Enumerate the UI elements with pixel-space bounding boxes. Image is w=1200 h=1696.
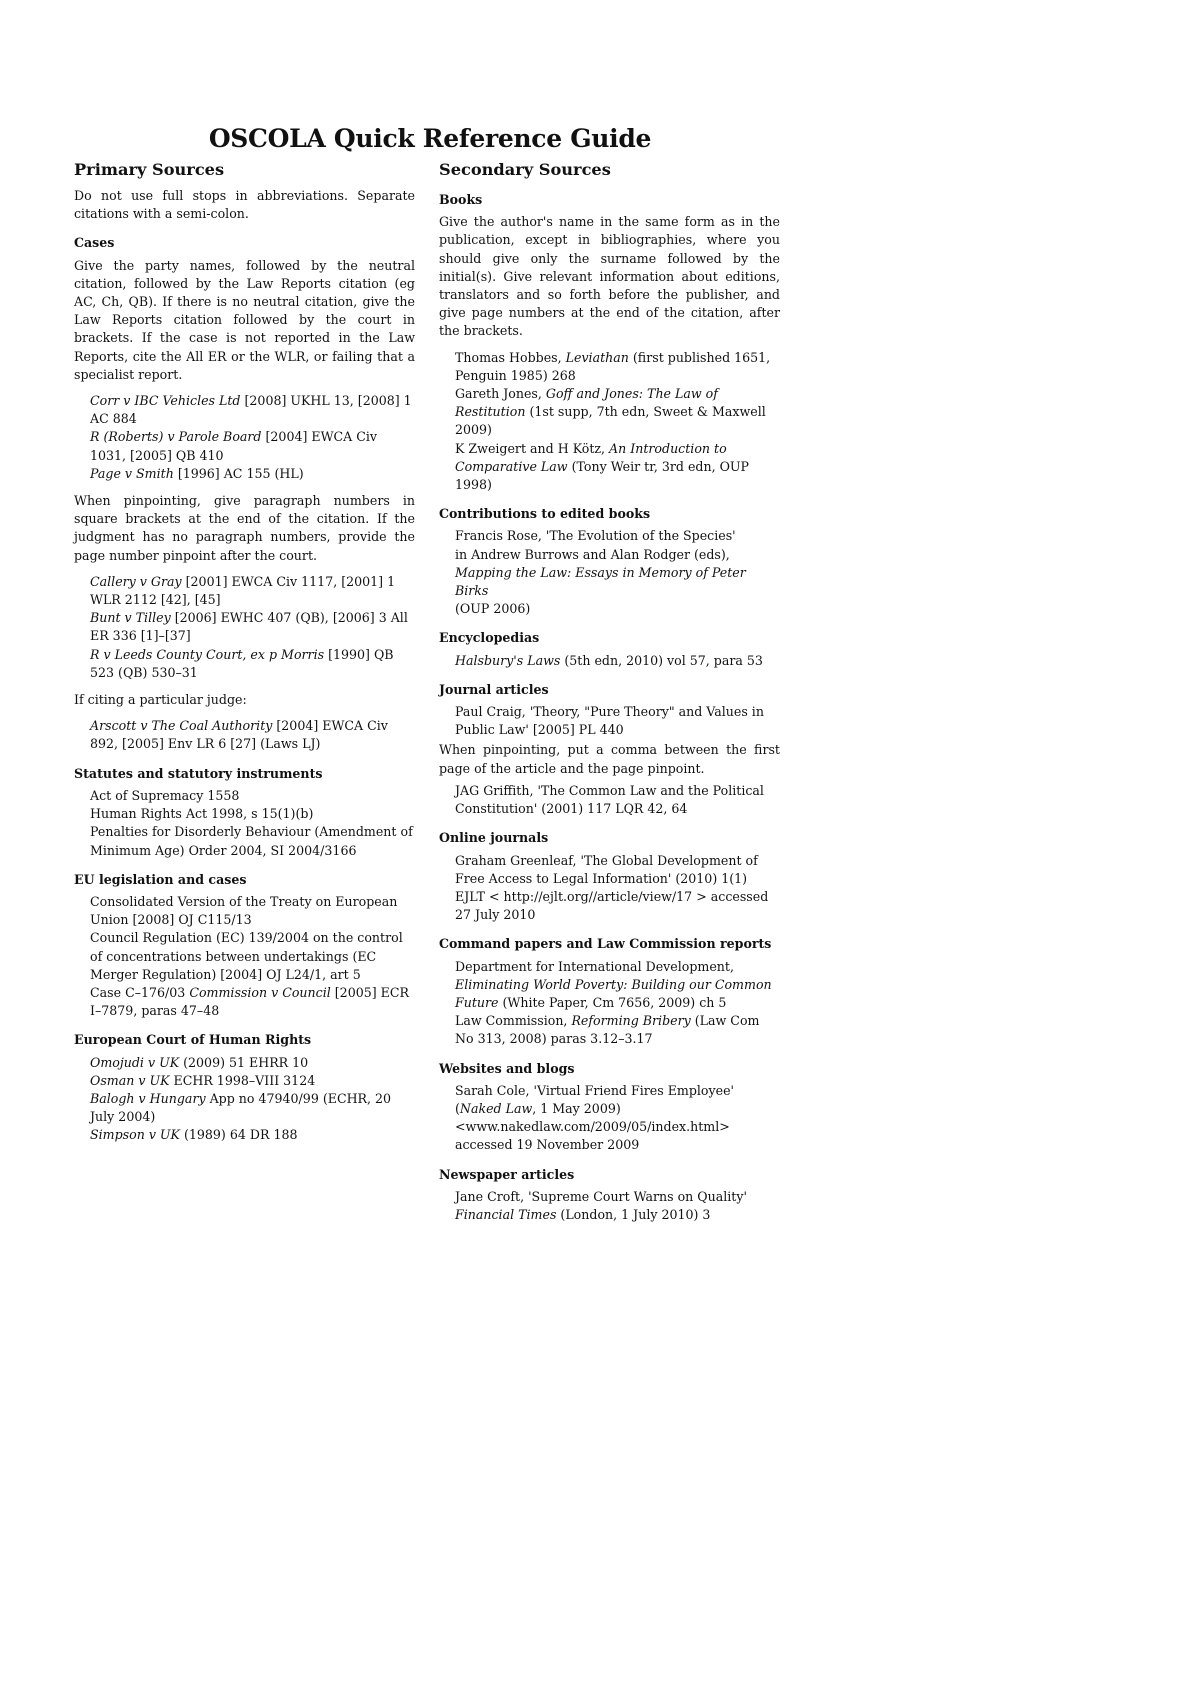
statute-example: Human Rights Act 1998, s 15(1)(b) (90, 806, 314, 822)
case-citation: (2009) 51 EHRR 10 (179, 1054, 309, 1070)
case-example (90, 392, 415, 428)
book-details: (first published 1651, Penguin 1985) 268 (455, 349, 771, 383)
websites-example (439, 1082, 780, 1155)
command-paper-details: (Law Com No 313, 2008) paras 3.12–3.17 (455, 1013, 760, 1047)
book-example (455, 349, 780, 385)
newspaper-details: (London, 1 July 2010) 3 (556, 1206, 711, 1222)
book-author: K Zweigert and H Kötz, (455, 440, 610, 456)
case-name: Arscott v The Coal Authority (90, 718, 273, 734)
contributions-example (439, 527, 780, 618)
eu-example: Council Regulation (EC) 139/2004 on the control of concentrations between undertakings (EC Merger Regulation) [2004] OJ L24/1, art 5 (90, 930, 403, 982)
secondary-sources-column (439, 160, 780, 1233)
contribution-line: in Andrew Burrows and Alan Rodger (eds), (455, 546, 730, 562)
books-examples (439, 349, 780, 495)
eu-examples (74, 893, 415, 1020)
echr-examples (74, 1054, 415, 1145)
case-citation: App no 47940/99 (ECHR, 20 July 2004) (90, 1090, 392, 1125)
case-citation: [1996] AC 155 (HL) (173, 465, 304, 481)
case-citation: [2004] EWCA Civ 892, [2005] Env LR 6 [27] (Laws LJ) (90, 718, 388, 752)
eu-case-number: Case C–176/03 (90, 984, 190, 1000)
online-journals-heading: Online journals (439, 830, 549, 846)
primary-intro: Do not use full stops in abbreviations. Separate citations with a semi-colon. (74, 188, 415, 222)
pinpoint-examples (74, 573, 415, 682)
case-example (90, 1054, 415, 1072)
book-author: Thomas Hobbes, (455, 349, 566, 365)
books-heading: Books (439, 192, 483, 207)
command-paper-details: (White Paper, Cm 7656, 2009) ch 5 (498, 994, 727, 1010)
command-paper-author: Law Commission, (455, 1013, 572, 1029)
website-example (455, 1082, 780, 1155)
newspaper-heading: Newspaper articles (439, 1166, 575, 1182)
book-author: Gareth Jones, (455, 386, 546, 402)
website-details: , 1 May 2009) <www.nakedlaw.com/2009/05/index.html> accessed 19 November 2009 (455, 1100, 730, 1153)
case-name: Callery v Gray (90, 573, 182, 589)
case-example (90, 1090, 415, 1126)
eu-heading: EU legislation and cases (74, 871, 247, 887)
eu-example (90, 984, 415, 1020)
case-citation: [2008] UKHL 13, [2008] 1 AC 884 (90, 393, 412, 427)
case-citation: [2006] EWHC 407 (QB), [2006] 3 All ER 336 [1]–[37] (90, 610, 408, 644)
case-citation: ECHR 1998–VIII 3124 (169, 1072, 316, 1088)
primary-sources-column (74, 160, 415, 1154)
journals-heading: Journal articles (439, 681, 549, 697)
statute-example: Penalties for Disorderly Behaviour (Amendment of Minimum Age) Order 2004, SI 2004/3166 (90, 824, 413, 858)
page-title: OSCOLA Quick Reference Guide (208, 124, 652, 153)
encyclopedias-heading: Encyclopedias (439, 630, 540, 646)
statutes-examples (74, 787, 415, 860)
book-example (455, 440, 780, 495)
newspaper-example-item (455, 1188, 780, 1224)
cases-heading: Cases (74, 235, 115, 251)
contribution-line: (OUP 2006) (455, 601, 531, 617)
case-citation: [1990] QB 523 (QB) 530–31 (90, 646, 394, 680)
secondary-sources-heading: Secondary Sources (439, 160, 611, 179)
command-paper-example (455, 1012, 780, 1048)
encyclopedia-title: Halsbury's Laws (455, 652, 561, 668)
case-citation: [2001] EWCA Civ 1117, [2001] 1 WLR 2112 [42], [45] (90, 573, 396, 608)
judge-paragraph: If citing a particular judge: (74, 692, 247, 708)
books-paragraph: Give the author's name in the same form as in the publication, except in bibliographies, where you should give only the surname followed by the initial(s). Give relevant information about editions, translators and so forth before the publisher, and give page numbers at the end of the citation, after the brackets. (439, 214, 780, 339)
case-example (90, 573, 415, 609)
command-paper-title: Eliminating World Poverty: Building our Common Future (455, 976, 772, 1010)
book-example (455, 385, 780, 440)
website-title: Naked Law (459, 1100, 533, 1116)
case-citation: [2005] ECR I–7879, paras 47–48 (90, 984, 409, 1019)
journal-pinpoint-paragraph: When pinpointing, put a comma between the first page of the article and the page pinpoint. (439, 742, 780, 776)
case-name: Simpson v UK (90, 1127, 180, 1143)
online-journals-example (439, 852, 780, 925)
case-example (90, 465, 415, 483)
case-name: R v Leeds County Court, ex p Morris (90, 646, 325, 662)
command-papers-examples (439, 958, 780, 1049)
contribution-line: Francis Rose, 'The Evolution of the Species' (455, 528, 736, 544)
case-name: Balogh v Hungary (90, 1090, 206, 1106)
book-title: An Introduction to Comparative Law (455, 440, 727, 474)
journal-pinpoint-examples (439, 782, 780, 818)
case-name: Page v Smith (90, 465, 174, 481)
online-journal-example: Graham Greenleaf, 'The Global Development of Free Access to Legal Information' (2010) 1(1) EJLT < http://ejlt.org//article/view/17 > accessed 27 July 2010 (455, 852, 769, 923)
book-details: (Tony Weir tr, 3rd edn, OUP 1998) (455, 458, 749, 493)
primary-sources-heading: Primary Sources (74, 160, 225, 179)
pinpoint-paragraph: When pinpointing, give paragraph numbers in square brackets at the end of the citation. If the judgment has no paragraph numbers, provide the page number pinpoint after the court. (74, 493, 415, 563)
command-paper-author: Department for International Development, (455, 958, 734, 974)
book-details: (1st supp, 7th edn, Sweet & Maxwell 2009) (455, 404, 766, 438)
eu-example: Consolidated Version of the Treaty on European Union [2008] OJ C115/13 (90, 893, 398, 928)
encyclopedia-example (455, 652, 780, 670)
encyclopedia-details: (5th edn, 2010) vol 57, para 53 (560, 652, 763, 668)
case-example (90, 1072, 415, 1090)
case-citation: [2004] EWCA Civ 1031, [2005] QB 410 (90, 429, 378, 463)
newspaper-example (439, 1188, 780, 1224)
case-example (90, 428, 415, 464)
contributions-heading: Contributions to edited books (439, 506, 651, 522)
website-author: Sarah Cole, 'Virtual Friend Fires Employee' ( (455, 1082, 734, 1116)
journal-example: Paul Craig, 'Theory, "Pure Theory" and Values in Public Law' [2005] PL 440 (455, 704, 764, 738)
websites-heading: Websites and blogs (439, 1060, 575, 1076)
case-example (90, 1126, 415, 1144)
case-name: Osman v UK (90, 1072, 170, 1088)
case-name: Commission v Council (189, 984, 331, 1000)
case-name: Corr v IBC Vehicles Ltd (90, 393, 241, 409)
command-papers-heading: Command papers and Law Commission reports (439, 936, 772, 952)
book-title: Leviathan (565, 349, 629, 365)
cases-paragraph: Give the party names, followed by the neutral citation, followed by the Law Reports citation (eg AC, Ch, QB). If there is no neutral citation, give the Law Reports citation followed by the court in brackets. If the case is not reported in the Law Reports, cite the All ER or the WLR, or failing that a specialist report. (74, 257, 415, 382)
case-example (90, 609, 415, 645)
case-citation: (1989) 64 DR 188 (179, 1127, 298, 1143)
case-example (90, 646, 415, 682)
encyclopedias-example (439, 652, 780, 670)
command-paper-title: Reforming Bribery (571, 1013, 691, 1029)
statutes-heading: Statutes and statutory instruments (74, 765, 323, 781)
cases-examples (74, 392, 415, 483)
command-paper-example (455, 958, 780, 1013)
book-title: Goff and Jones: The Law of Restitution (455, 386, 718, 420)
case-name: R (Roberts) v Parole Board (90, 429, 262, 445)
case-name: Bunt v Tilley (90, 610, 171, 626)
judge-examples (74, 717, 415, 753)
case-name: Omojudi v UK (90, 1054, 180, 1070)
echr-heading: European Court of Human Rights (74, 1032, 312, 1048)
contribution-book-title: Mapping the Law: Essays in Memory of Peter Birks (455, 564, 746, 599)
statute-example: Act of Supremacy 1558 (90, 787, 240, 803)
newspaper-author: Jane Croft, 'Supreme Court Warns on Quality' (455, 1188, 747, 1204)
newspaper-title: Financial Times (455, 1206, 557, 1222)
case-example (90, 717, 415, 753)
journal-example: JAG Griffith, 'The Common Law and the Political Constitution' (2001) 117 LQR 42, 64 (455, 782, 764, 817)
